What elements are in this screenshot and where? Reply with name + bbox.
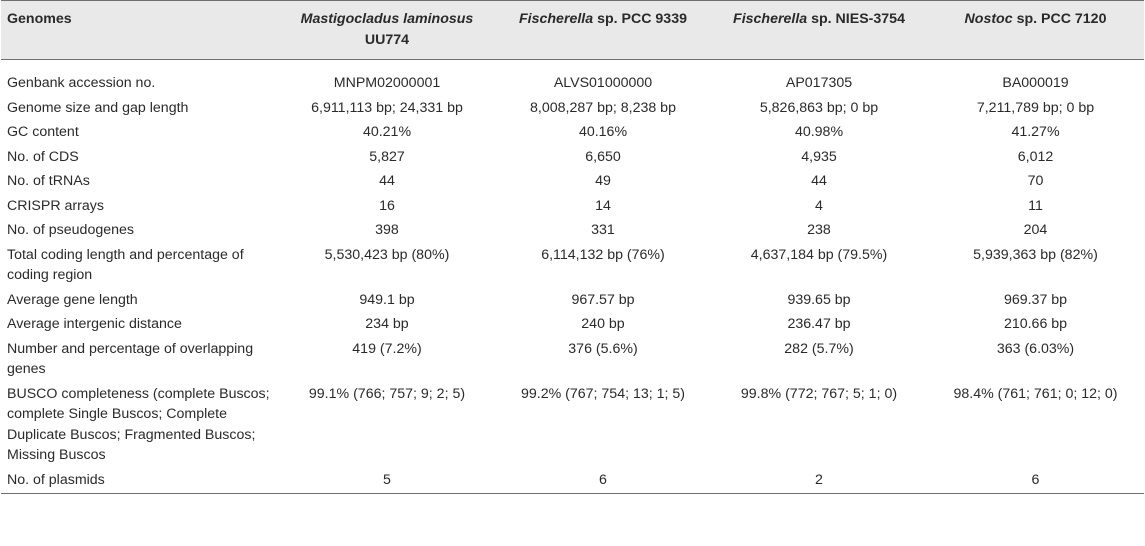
cell-value: 4,637,184 bp (79.5%) [750, 246, 888, 263]
table-row [1, 96, 1144, 121]
table-row [1, 468, 1144, 494]
cell-value: 5 [279, 468, 495, 494]
cell-value: 376 (5.6%) [568, 340, 638, 357]
cell-value: 969.37 bp [1003, 291, 1068, 308]
table-header [1, 1, 1144, 60]
cell-value: 40.98% [794, 124, 844, 140]
cell-value: 282 (5.7%) [784, 340, 854, 357]
table-row [1, 382, 1144, 468]
table-body [1, 60, 1144, 494]
cell-value: 5,827 [369, 148, 405, 165]
row-label: GC content [7, 124, 79, 140]
header-col-3 [711, 1, 927, 60]
header-col-4-italic: Nostoc [964, 11, 1013, 27]
genome-comparison-table [1, 0, 1144, 494]
cell-value: 6,911,113 bp; 24,331 bp [311, 99, 463, 116]
cell-value: 99.1% (766; 757; 9; 2; 5) [308, 385, 466, 402]
cell-value: 967.57 bp [571, 291, 635, 308]
header-genomes: Genomes [7, 11, 72, 27]
table-row [1, 120, 1144, 145]
cell-value: 8,008,287 bp; 8,238 bp [530, 99, 676, 116]
row-label: Average gene length [7, 291, 138, 308]
cell-value: 99.8% (772; 767; 5; 1; 0) [740, 385, 898, 402]
cell-value: 4 [815, 197, 823, 214]
header-col-1-rest: UU774 [364, 31, 410, 48]
header-col-4-rest: sp. PCC 7120 [1012, 11, 1107, 27]
row-label: Average intergenic distance [7, 316, 182, 332]
row-label: No. of CDS [7, 148, 79, 165]
cell-value: 99.2% (767; 754; 13; 1; 5) [520, 385, 686, 402]
cell-value: 939.65 bp [787, 291, 851, 308]
cell-value: 2 [711, 468, 927, 494]
cell-value: 16 [379, 197, 395, 214]
cell-value: 240 bp [581, 316, 625, 332]
cell-value: 5,530,423 bp (80%) [324, 246, 450, 263]
cell-value: BA000019 [1002, 75, 1069, 91]
row-label: No. of pseudogenes [7, 222, 134, 238]
cell-value: ALVS01000000 [553, 75, 653, 91]
table-row [1, 60, 1144, 96]
cell-value: 363 (6.03%) [996, 340, 1075, 357]
row-label: No. of plasmids [1, 468, 279, 494]
table-row [1, 169, 1144, 194]
cell-value: 331 [591, 222, 615, 238]
cell-value: 6,114,132 bp (76%) [541, 246, 665, 263]
header-col-4 [927, 1, 1144, 60]
cell-value: 210.66 bp [1003, 316, 1068, 332]
cell-value: MNPM02000001 [333, 75, 441, 91]
cell-value: 949.1 bp [359, 291, 415, 308]
row-label: BUSCO completeness (complete Buscos; complete Single Buscos; Complete Duplicate Buscos; Fragmented Buscos; Missing Buscos [7, 385, 270, 463]
cell-value: 419 (7.2%) [352, 340, 422, 357]
table-row [1, 145, 1144, 170]
cell-value: 5,939,363 bp (82%) [973, 246, 1098, 263]
cell-value: 44 [379, 173, 395, 189]
cell-value: AP017305 [785, 75, 853, 91]
header-col-2 [495, 1, 711, 60]
cell-value: 41.27% [1011, 124, 1060, 140]
table-row [1, 288, 1144, 313]
cell-value: 238 [807, 222, 831, 238]
table-row [1, 312, 1144, 337]
cell-value: 7,211,789 bp; 0 bp [976, 99, 1095, 116]
header-row [1, 1, 1144, 60]
cell-value: 398 [375, 222, 399, 238]
cell-value: 4,935 [801, 148, 837, 165]
cell-value: 44 [811, 173, 827, 189]
cell-value: 234 bp [365, 316, 409, 332]
header-col-1-italic: Mastigocladus laminosus [300, 11, 474, 27]
cell-value: 6 [927, 468, 1144, 494]
header-col-3-rest: sp. NIES-3754 [807, 11, 905, 27]
cell-value: 6,012 [1017, 148, 1054, 165]
header-col-2-rest: sp. PCC 9339 [593, 11, 687, 27]
table-row [1, 218, 1144, 243]
cell-value: 70 [1027, 173, 1044, 189]
cell-value: 6,650 [585, 148, 621, 165]
table-row [1, 194, 1144, 219]
row-label: CRISPR arrays [7, 197, 104, 214]
cell-value: 236.47 bp [787, 316, 851, 332]
cell-value: 40.21% [362, 124, 412, 140]
row-label: Number and percentage of overlapping genes [7, 340, 254, 377]
cell-value: 11 [1028, 197, 1043, 214]
cell-value: 14 [595, 197, 611, 214]
row-label: No. of tRNAs [7, 173, 90, 189]
row-label: Genome size and gap length [7, 99, 189, 116]
header-col-3-italic: Fischerella [733, 11, 808, 27]
cell-value: 6 [495, 468, 711, 494]
cell-value: 204 [1023, 222, 1048, 238]
header-col-1 [279, 1, 495, 60]
table-row [1, 243, 1144, 288]
table-row [1, 337, 1144, 382]
cell-value: 5,826,863 bp; 0 bp [759, 99, 879, 116]
cell-value: 40.16% [578, 124, 628, 140]
header-col-2-italic: Fischerella [519, 11, 594, 27]
row-label: Total coding length and percentage of coding region [7, 246, 244, 283]
cell-value: 49 [595, 173, 611, 189]
cell-value: 98.4% (761; 761; 0; 12; 0) [953, 385, 1118, 402]
row-label: Genbank accession no. [7, 75, 156, 91]
